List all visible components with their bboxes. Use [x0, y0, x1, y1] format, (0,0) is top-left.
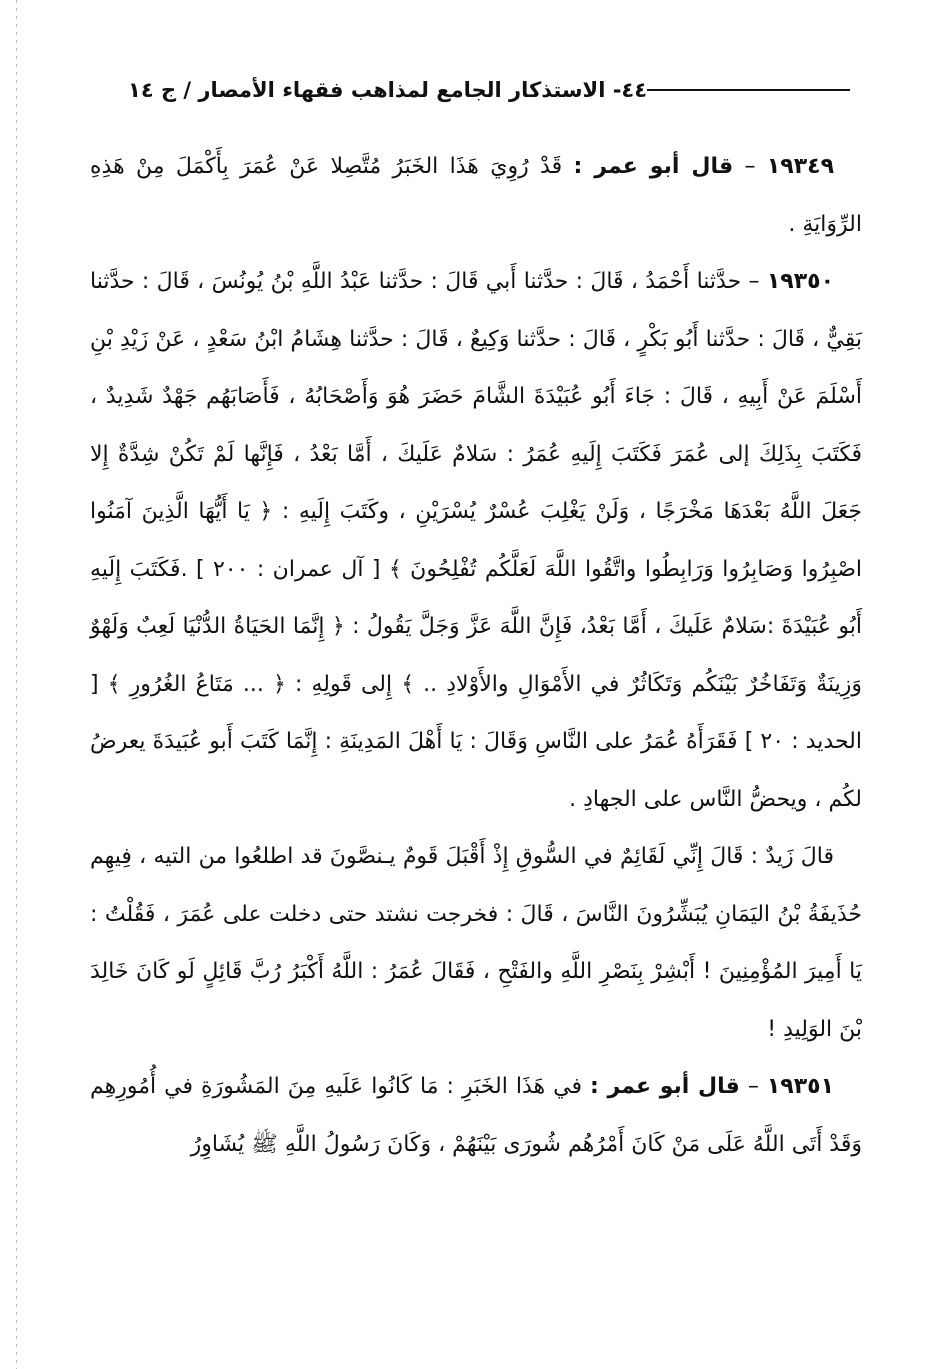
- paragraph-text: قَدْ رُوِيَ هَذَا الخَبَرُ مُتَّصِلا عَنْ عُمَرَ بِأَكْمَلَ مِنْ هَذِهِ الرِّوَايَةِ .: [90, 154, 862, 237]
- dash: –: [747, 1074, 759, 1099]
- paragraph-text: في هَذَا الخَبَرِ : مَا كَانُوا عَلَيهِ مِنَ المَشُورَةِ في أُمُورِهِم وَقَدْ أَتَى اللَّهُ عَلَى مَنْ كَانَ أَمْرُهُم شُورَى بَيْنَهُمْ ، وَكَانَ رَسُولُ اللَّهِ ﷺ يُشَاوِرُ: [90, 1074, 862, 1157]
- body-text: [90, 138, 862, 1173]
- paragraph-number: ١٩٣٤٩: [766, 154, 835, 179]
- dash: –: [744, 154, 756, 179]
- paragraph-19351: [90, 1058, 862, 1173]
- paragraph-number: ١٩٣٥٠: [766, 269, 835, 294]
- paragraph-lead: قال أبو عمر :: [590, 1074, 740, 1099]
- paragraph-text: حدَّثنا أَحْمَدُ ، قَالَ : حدَّثنا أَبي قَالَ : حدَّثنا عَبْدُ اللَّهِ بْنُ يُونُسَ ، قَالَ : حدَّثنا بَقِيٌّ ، قَالَ : حدَّثنا أَبُو بَكْرٍ ، قَالَ : حدَّثنا وَكِيعٌ ، قَالَ : حدَّثنا هِشَامُ ابْنُ سَعْدٍ ، عَنْ زَيْدِ بْنِ أَسْلَمَ عَنْ أَبِيهِ ، قَالَ : جَاءَ أَبُو عُبَيْدَةَ الشَّامَ حَضَرَ هُوَ وَأَصْحَابُهُ ، فَأَصَابَهُم جَهْدٌ شَدِيدٌ ، فَكَتَبَ بِذَلِكَ إلى عُمَرَ فَكَتَبَ إِلَيهِ عُمَرُ : سَلامٌ عَلَيكَ ، أَمَّا بَعْدُ ، فَإِنَّها لَمْ تَكُنْ شِدَّةٌ إِلا جَعَلَ اللَّهُ بَعْدَهَا مَخْرَجًا ، وَلَنْ يَغْلِبَ عُسْرٌ يُسْرَيْنِ ، وكَتَبَ إِلَيهِ : ﴿ يَا أَيُّهَا الَّذِينَ آمَنُوا اصْبِرُوا وَصَابِرُوا وَرَابِطُوا واتَّقُوا اللَّهَ لَعَلَّكُم تُفْلِحُونَ ﴾ [ آل عمران : ٢٠٠ ] .فَكَتَبَ إِلَيهِ أَبُو عُبَيْدَةَ :سَلامٌ عَلَيكَ ، أَمَّا بَعْدُ، فَإِنَّ اللَّهَ عَزَّ وَجَلَّ يَقُولُ : ﴿ إِنَّمَا الحَيَاةُ الدُّنْيَا لَعِبٌ وَلَهْوٌ وَزِينَةٌ وَتَفَاخُرٌ بَيْنَكُم وَتَكَاثُرٌ في الأَمْوَالِ والأَوْلادِ .. ﴾ إِلى قَولِهِ : ﴿ ... مَتَاعُ الغُرُورِ ﴾ [ الحديد : ٢٠ ] فَقَرَأَهُ عُمَرُ على النَّاسِ وَقَالَ : يَا أَهْلَ المَدِينَةِ : إِنَّمَا كَتَبَ أَبو عُبَيدَةَ يعرضُ لكُم ، ويحضُّ النَّاس على الجهادِ .: [90, 269, 862, 812]
- page-header: [110, 74, 850, 106]
- header-rule: [647, 89, 850, 91]
- margin-guide-line: [16, 0, 17, 1369]
- paragraph-zayd: [90, 828, 862, 1058]
- paragraph-text: قالَ زَيدٌ : قَالَ إِنِّي لَقَائِمٌ في السُّوقِ إِذْ أَقْبَلَ قَومٌ يـنصَّونَ قد اطلعُوا من التيه ، فِيهِم حُذَيفَةُ بْنُ اليَمَانِ يُبَشِّرُونَ النَّاسَ ، قَالَ : فخرجت نشتد حتى دخلت على عُمَرَ ، فَقُلْتُ : يَا أَمِيرَ المُؤْمِنِينَ ! أَبْشِرْ بِنَصْرِ اللَّهِ والفَتْحِ ، فَقَالَ عُمَرُ : اللَّهُ أَكْبَرُ رُبَّ قَائِلٍ لَو كَانَ خَالِدَ بْنَ الوَلِيدِ !: [90, 844, 862, 1042]
- header-title: ٤٤- الاستذكار الجامع لمذاهب فقهاء الأمصار / ج ١٤: [128, 78, 648, 102]
- paragraph-number: ١٩٣٥١: [766, 1074, 835, 1099]
- paragraph-lead: قال أبو عمر :: [573, 154, 734, 179]
- paragraph-19350: [90, 253, 862, 828]
- paragraph-19349: [90, 138, 862, 253]
- dash: –: [748, 269, 760, 294]
